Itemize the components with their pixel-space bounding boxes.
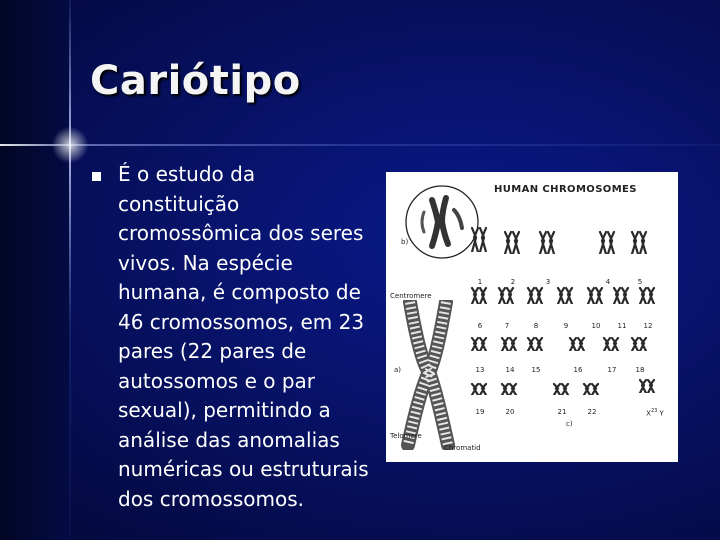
chromosome-pair-1 [469, 226, 491, 252]
chromosome-number-13: 13 [475, 366, 485, 374]
chromosome-number-12: 12 [643, 322, 653, 330]
vertical-light-line [69, 0, 71, 540]
chromosome-pair-2 [502, 228, 524, 254]
chromosome-number-4: 4 [605, 278, 611, 286]
chromosome-number-21: 21 [557, 408, 567, 416]
chromosome-pair-17 [601, 325, 623, 351]
chromosome-number-14: 14 [505, 366, 515, 374]
slide-title: Cariótipo [90, 58, 301, 104]
left-dark-band [0, 0, 70, 540]
label-c: c) [566, 420, 573, 428]
telomere-label: Telomere [390, 432, 422, 440]
chromosome-pair-4 [597, 228, 619, 254]
chromosome-pair-10 [585, 278, 607, 304]
chromosome-pair-6 [469, 278, 491, 304]
chromosome-number-18: 18 [635, 366, 645, 374]
chromosome-number-5: 5 [637, 278, 643, 286]
light-flare [50, 125, 90, 165]
chromosome-number-2: 2 [510, 278, 516, 286]
chromosome-pair-13 [469, 325, 491, 351]
chromosome-pair-7 [496, 278, 518, 304]
bullet-text: É o estudo da constituição cromossômica dos seres vivos. Na espécie humana, é composto de 46 cromossomos, em 23 pares (22 pares de autossomos e o par sexual), permitindo a análise das anomalias numéricas ou estruturais dos cromossomos. [118, 162, 369, 511]
chromosome-number-7: 7 [504, 322, 510, 330]
chromosome-pair-16 [567, 325, 589, 351]
chromosome-pair-20 [499, 369, 521, 395]
chromosome-number-15: 15 [531, 366, 541, 374]
chromosome-pair-15 [525, 325, 547, 351]
bullet-square-icon [92, 172, 101, 181]
pair-23-label: 23 [650, 408, 658, 414]
x-label: X [646, 409, 651, 418]
chromosome-number-19: 19 [475, 408, 485, 416]
chromosome-pair-14 [499, 325, 521, 351]
large-chromosome-illustration [400, 300, 458, 450]
chromosome-number-11: 11 [617, 322, 627, 330]
chromosome-number-3: 3 [545, 278, 551, 286]
chromosome-number-10: 10 [591, 322, 601, 330]
chromosome-number-20: 20 [505, 408, 515, 416]
chromosome-number-9: 9 [563, 322, 569, 330]
chromosome-number-6: 6 [477, 322, 483, 330]
chromosome-pair-3 [537, 228, 559, 254]
chromosome-number-17: 17 [607, 366, 617, 374]
chromosome-number-8: 8 [533, 322, 539, 330]
chromosome-pair-XY [637, 367, 659, 393]
chromosome-number-22: 22 [587, 408, 597, 416]
chromosome-pair-22 [581, 369, 603, 395]
label-a: a) [394, 366, 402, 374]
chromosome-pair-5 [629, 228, 651, 254]
chromosome-pair-11 [611, 278, 633, 304]
chromosome-number-16: 16 [573, 366, 583, 374]
chromosome-number-1: 1 [477, 278, 483, 286]
chromosome-pair-18 [629, 325, 651, 351]
chromosome-pair-8 [525, 278, 547, 304]
chromosome-number-XY [638, 408, 672, 417]
chromosome-pair-9 [555, 278, 577, 304]
horizontal-light-line [0, 144, 720, 146]
chromosome-pair-12 [637, 278, 659, 304]
chromatid-label: Chromatid [444, 444, 481, 452]
chromosome-figure [386, 172, 678, 462]
centromere-label: Centromere [390, 292, 432, 300]
figure-title: HUMAN CHROMOSOMES [494, 184, 637, 195]
y-label: Y [657, 409, 664, 418]
label-b: b) [401, 238, 409, 246]
chromosome-pair-21 [551, 369, 573, 395]
chromosome-pair-19 [469, 369, 491, 395]
